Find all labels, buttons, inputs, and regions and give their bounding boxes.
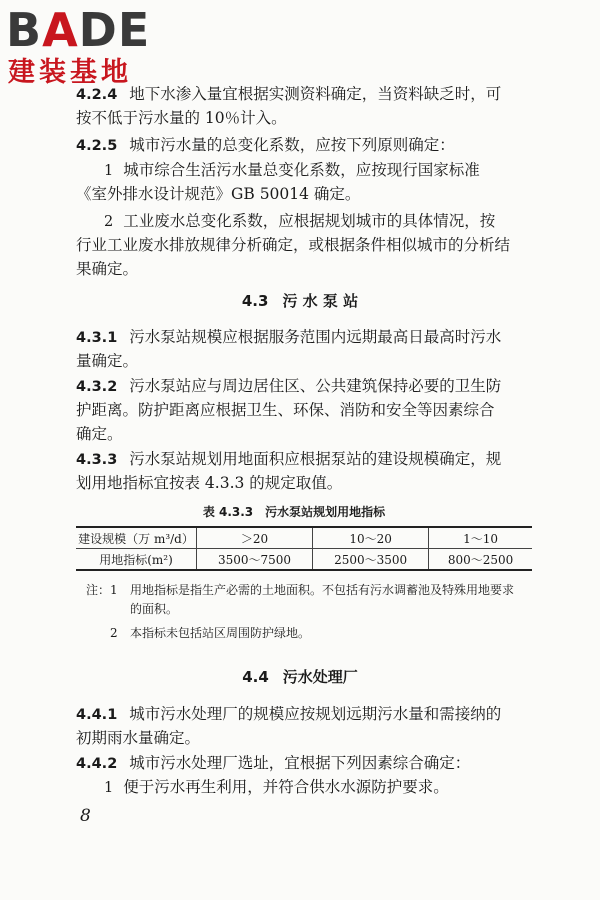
text-line: 初期雨水量确定。 (76, 729, 201, 747)
table-header-row (76, 527, 532, 549)
table-cell: 用地指标(m²) (76, 549, 197, 571)
table-row (76, 549, 532, 571)
table-cell: ＞20 (197, 527, 313, 549)
text-line: 果确定。 (76, 260, 139, 278)
text-line: 确定。 (76, 425, 123, 443)
list-item-2: 2 工业废水总变化系数，应根据规划城市的具体情况，按 (104, 212, 496, 230)
section-heading-4-3: 4.3 污 水 泵 站 (241, 292, 359, 310)
text-line: 护距离。防护距离应根据卫生、环保、消防和安全等因素综合 (76, 401, 495, 419)
note-2-number: 2 (110, 626, 118, 640)
list-item-1: 1 城市综合生活污水量总变化系数，应按现行国家标准 (104, 161, 480, 179)
table-cell: 2500～3500 (313, 549, 429, 571)
text-line: 按不低于污水量的 10％计入。 (76, 109, 287, 127)
note-label: 注： (86, 583, 111, 597)
text-line: 行业工业废水排放规律分析确定，或根据条件相似城市的分析结 (76, 236, 511, 254)
logo-brand: BADE (6, 3, 151, 57)
page-number: 8 (80, 806, 91, 826)
bade-logo (6, 4, 176, 90)
table-cell: 3500～7500 (197, 549, 313, 571)
section-heading-4-4: 4.4 污水处理厂 (242, 668, 358, 686)
land-use-table (76, 526, 532, 571)
clause-4-3-2: 4.3.2 污水泵站应与周边居住区、公共建筑保持必要的卫生防 (76, 377, 502, 395)
text-line: 《室外排水设计规范》GB 50014 确定。 (76, 185, 361, 203)
clause-4-3-1: 4.3.1 污水泵站规模应根据服务范围内远期最高日最高时污水 (76, 328, 502, 346)
clause-4-2-5: 4.2.5 城市污水量的总变化系数，应按下列原则确定： (76, 136, 455, 154)
note-2-text: 本指标未包括站区周围防护绿地。 (130, 626, 311, 640)
clause-4-3-3: 4.3.3 污水泵站规划用地面积应根据泵站的建设规模确定，规 (76, 450, 502, 468)
text-line: 量确定。 (76, 352, 139, 370)
table-cell: 1～10 (429, 527, 532, 549)
table-cell: 800～2500 (429, 549, 532, 571)
table-cell: 10～20 (313, 527, 429, 549)
table-cell: 建设规模（万 m³/d） (76, 527, 197, 549)
clause-4-4-1: 4.4.1 城市污水处理厂的规模应按规划远期污水量和需接纳的 (76, 705, 502, 723)
note-1-number: 1 (110, 583, 118, 597)
clause-4-4-2: 4.4.2 城市污水处理厂选址，宜根据下列因素综合确定： (76, 754, 471, 772)
note-1-text-cont: 的面积。 (130, 602, 179, 616)
text-line: 划用地指标宜按表 4.3.3 的规定取值。 (76, 474, 343, 492)
note-1-text: 用地指标是指生产必需的土地面积。不包括有污水调蓄池及特殊用地要求 (130, 583, 515, 597)
list-item-1: 1 便于污水再生利用，并符合供水水源防护要求。 (104, 778, 449, 796)
table-caption: 表 4.3.3 污水泵站规划用地指标 (202, 505, 386, 519)
logo-subtitle: 建装基地 (8, 57, 132, 88)
clause-4-2-4: 4.2.4 地下水渗入量宜根据实测资料确定，当资料缺乏时，可 (76, 85, 502, 103)
